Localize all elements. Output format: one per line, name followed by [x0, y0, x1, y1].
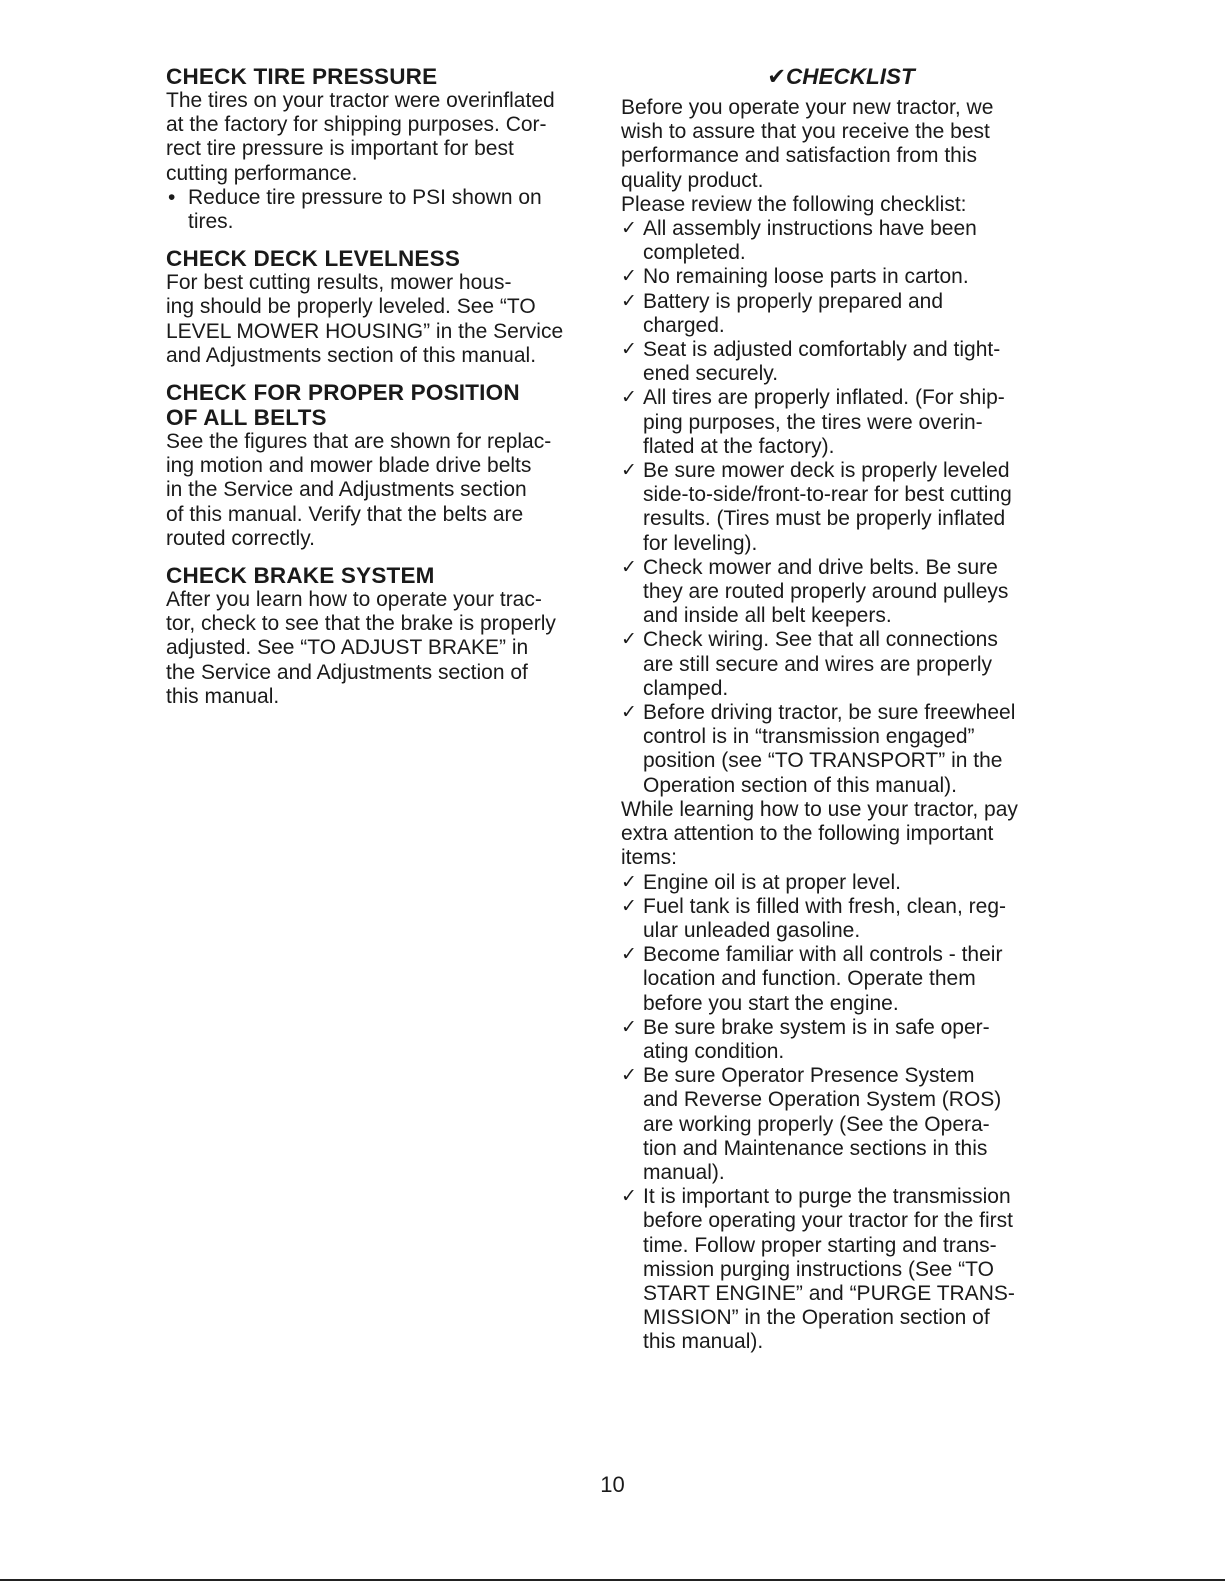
- text-line: All tires are properly inflated. (For ship-: [643, 386, 1005, 410]
- text-line: START ENGINE” and “PURGE TRANS-: [643, 1281, 1015, 1305]
- text-line: All assembly instructions have been: [643, 217, 977, 241]
- deck-levelness-text: [166, 271, 596, 368]
- belts-text: [166, 430, 596, 551]
- left-column: [166, 64, 596, 709]
- checklist-items-important: [621, 871, 1061, 1355]
- heading-line: OF ALL BELTS: [166, 405, 327, 431]
- checklist-item: [621, 701, 1061, 798]
- deck-levelness-heading: CHECK DECK LEVELNESS: [166, 246, 461, 272]
- text-line: The tires on your tractor were overinflated: [166, 89, 555, 112]
- text-line: ating condition.: [643, 1039, 785, 1063]
- belts-heading: [166, 380, 596, 430]
- right-column: [621, 64, 1061, 1355]
- text-line: Reduce tire pressure to PSI shown on: [188, 185, 542, 209]
- text-line: Check mower and drive belts. Be sure: [643, 555, 998, 579]
- checkmark-icon: ✓: [621, 944, 637, 966]
- checkmark-icon: ✓: [621, 629, 637, 651]
- checklist-title: CHECKLIST: [786, 64, 915, 89]
- text-line: of this manual. Verify that the belts are: [166, 502, 524, 526]
- text-line: Check wiring. See that all connections: [643, 628, 998, 652]
- checklist-middle-text: [621, 798, 1061, 871]
- text-line: routed correctly.: [166, 526, 315, 550]
- checklist-item: [621, 338, 1061, 386]
- checklist-item: [621, 943, 1061, 1016]
- text-line: in the Service and Adjustments section: [166, 478, 527, 502]
- text-line: manual).: [643, 1160, 725, 1184]
- checklist-item: [621, 628, 1061, 701]
- brake-system-heading: CHECK BRAKE SYSTEM: [166, 563, 435, 589]
- text-line: quality product.: [621, 168, 764, 192]
- checklist-item: [621, 265, 1061, 289]
- text-line: and Adjustments section of this manual.: [166, 343, 537, 367]
- text-line: cutting performance.: [166, 161, 358, 185]
- text-line: location and function. Operate them: [643, 967, 976, 991]
- text-line: before you start the engine.: [643, 991, 899, 1015]
- checklist-item: [621, 1064, 1061, 1185]
- text-line: Be sure brake system is in safe oper-: [643, 1015, 990, 1039]
- checkmark-icon: ✓: [621, 290, 637, 312]
- checkmark-icon: ✔: [767, 64, 787, 89]
- text-line: at the factory for shipping purposes. Cor-: [166, 113, 547, 137]
- checkmark-icon: ✓: [621, 1016, 637, 1038]
- checkmark-icon: ✓: [621, 1065, 637, 1087]
- text-line: they are routed properly around pulleys: [643, 580, 1009, 604]
- text-line: Be sure mower deck is properly leveled: [643, 459, 1010, 483]
- text-line: position (see “TO TRANSPORT” in the: [643, 749, 1003, 773]
- brake-system-text: [166, 588, 596, 709]
- text-line: ing motion and mower blade drive belts: [166, 454, 532, 478]
- text-line: performance and satisfaction from this: [621, 144, 977, 168]
- checklist-item: [621, 895, 1061, 943]
- text-line: extra attention to the following important: [621, 822, 994, 846]
- checklist-item: [621, 556, 1061, 629]
- checkmark-icon: ✓: [621, 556, 637, 578]
- checklist-items: [621, 217, 1061, 798]
- tire-pressure-bullet: [166, 186, 596, 234]
- text-line: Battery is properly prepared and: [643, 289, 943, 313]
- text-line: results. (Tires must be properly inflated: [643, 507, 1006, 531]
- text-line: the Service and Adjustments section of: [166, 660, 528, 684]
- checkmark-icon: ✓: [621, 218, 637, 240]
- text-line: Operation section of this manual).: [643, 773, 957, 797]
- checkmark-icon: ✓: [621, 871, 637, 893]
- text-line: Become familiar with all controls - their: [643, 943, 1003, 967]
- text-line: time. Follow proper starting and trans-: [643, 1233, 997, 1257]
- checklist-item: [621, 1016, 1061, 1064]
- text-line: are still secure and wires are properly: [643, 652, 992, 676]
- text-line: ular unleaded gasoline.: [643, 918, 861, 942]
- checkmark-icon: ✓: [621, 1186, 637, 1208]
- text-line: MISSION” in the Operation section of: [643, 1306, 990, 1330]
- text-line: wish to assure that you receive the best: [621, 120, 990, 144]
- checklist-item: [621, 217, 1061, 265]
- text-line: Seat is adjusted comfortably and tight-: [643, 338, 1001, 362]
- page-number: 10: [600, 1472, 625, 1497]
- text-line: LEVEL MOWER HOUSING” in the Service: [166, 319, 564, 343]
- checkmark-icon: ✓: [621, 460, 637, 482]
- text-line: and Reverse Operation System (ROS): [643, 1088, 1002, 1112]
- text-line: See the figures that are shown for replac-: [166, 430, 552, 454]
- text-line: ing should be properly leveled. See “TO: [166, 295, 536, 319]
- text-line: and inside all belt keepers.: [643, 604, 892, 628]
- checkmark-icon: ✓: [621, 387, 637, 409]
- text-line: rect tire pressure is important for best: [166, 137, 514, 161]
- text-line: ened securely.: [643, 362, 779, 386]
- text-line: side-to-side/front-to-rear for best cutting: [643, 483, 1012, 507]
- text-line: For best cutting results, mower hous-: [166, 271, 512, 295]
- text-line: Engine oil is at proper level.: [643, 870, 901, 894]
- text-line: No remaining loose parts in carton.: [643, 265, 969, 289]
- checkmark-icon: ✓: [621, 266, 637, 288]
- checklist-item: [621, 290, 1061, 338]
- bottom-border: [0, 1579, 1225, 1581]
- text-line: this manual).: [643, 1330, 764, 1354]
- text-line: Before driving tractor, be sure freewheel: [643, 701, 1016, 725]
- text-line: adjusted. See “TO ADJUST BRAKE” in: [166, 636, 529, 660]
- text-line: Before you operate your new tractor, we: [621, 96, 994, 119]
- bullet-icon: •: [168, 185, 176, 209]
- text-line: tion and Maintenance sections in this: [643, 1136, 988, 1160]
- text-line: Please review the following checklist:: [621, 192, 967, 216]
- text-line: completed.: [643, 241, 746, 265]
- text-line: items:: [621, 846, 678, 870]
- checkmark-icon: ✓: [621, 339, 637, 361]
- text-line: Be sure Operator Presence System: [643, 1064, 975, 1088]
- checklist-item: [621, 459, 1061, 556]
- text-line: clamped.: [643, 676, 729, 700]
- checkmark-icon: ✓: [621, 702, 637, 724]
- text-line: this manual.: [166, 684, 280, 708]
- checklist-heading: [621, 64, 1061, 89]
- text-line: for leveling).: [643, 531, 758, 555]
- text-line: charged.: [643, 313, 725, 337]
- text-line: are working properly (See the Opera-: [643, 1112, 990, 1136]
- checklist-item: [621, 1185, 1061, 1354]
- text-line: After you learn how to operate your trac-: [166, 588, 542, 612]
- text-line: before operating your tractor for the first: [643, 1209, 1014, 1233]
- text-line: While learning how to use your tractor, pay: [621, 797, 1018, 821]
- text-line: control is in “transmission engaged”: [643, 725, 975, 749]
- tire-pressure-text: [166, 89, 596, 186]
- checkmark-icon: ✓: [621, 895, 637, 917]
- text-line: mission purging instructions (See “TO: [643, 1257, 994, 1281]
- checklist-item: [621, 871, 1061, 895]
- text-line: ping purposes, the tires were overin-: [643, 410, 983, 434]
- text-line: flated at the factory).: [643, 434, 835, 458]
- checklist-item: [621, 386, 1061, 459]
- text-line: Fuel tank is filled with fresh, clean, reg-: [643, 894, 1006, 918]
- tire-pressure-heading: CHECK TIRE PRESSURE: [166, 64, 438, 89]
- text-line: tires.: [188, 210, 234, 234]
- text-line: It is important to purge the transmission: [643, 1185, 1011, 1209]
- heading-line: CHECK FOR PROPER POSITION: [166, 380, 520, 406]
- checklist-intro: [621, 96, 1061, 217]
- text-line: tor, check to see that the brake is properly: [166, 612, 556, 636]
